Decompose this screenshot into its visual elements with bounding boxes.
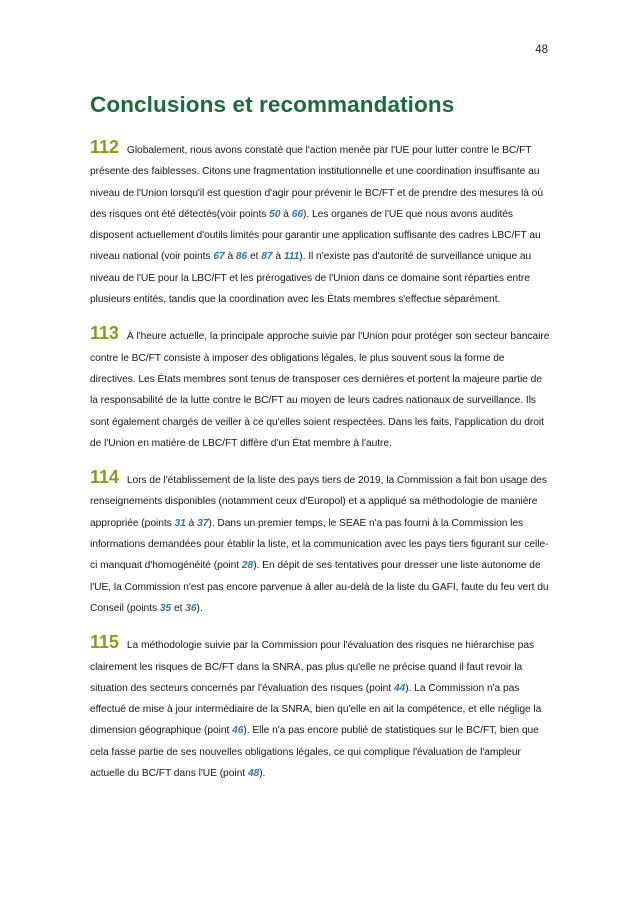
point-reference-link[interactable]: 50: [269, 208, 281, 220]
paragraph-number: 115: [90, 632, 119, 653]
point-reference-link[interactable]: 48: [247, 768, 260, 780]
paragraph-115: [90, 632, 552, 784]
point-reference-link[interactable]: 111: [283, 251, 300, 263]
point-reference-link[interactable]: 37: [197, 517, 209, 529]
paragraph-text: ). Les organes de l'UE que nous avons audités disposent actuellement d'outils limités pour garantir une application suffisante des cadres LBC/FT au niveau national (voir points: [90, 208, 541, 263]
paragraph-text: ). Dans un premier temps, le SEAE n'a pas fourni à la Commission les informations demandées pour établir la liste, et la communication avec les pays tiers figurant sur celle-ci manquait d'homogénéité (point: [90, 517, 549, 572]
point-reference-link[interactable]: 31: [174, 517, 186, 529]
page-number: 48: [535, 44, 548, 56]
paragraph-text: et: [247, 251, 262, 263]
paragraph-text: ). En dépit de ses tentatives pour dresser une liste autonome de l'UE, la Commission n'est pas encore parvenue à aller au-delà de la liste du GAFI, faute du feu vert du Conseil (points: [90, 560, 549, 614]
point-reference-link[interactable]: 44: [393, 682, 406, 694]
paragraph-text: ).: [259, 768, 266, 780]
point-reference-link[interactable]: 86: [235, 251, 248, 263]
paragraph-113: [90, 323, 552, 454]
paragraph-text: ).: [196, 602, 203, 614]
document-body: [90, 137, 552, 800]
point-reference-link[interactable]: 87: [261, 251, 273, 263]
paragraph-number: 114: [90, 467, 119, 488]
paragraph-text: Globalement, nous avons constaté que l'action menée par l'UE pour lutter contre le BC/FT présente des faiblesses. Citons une fragmentation institutionnelle et une coordination insuffisante au niveau de l'Union lorsqu'il est question d'agir pour prévenir le BC/FT et de prendre des mesures là où des risques ont été détectés(voir points: [90, 145, 543, 220]
paragraph-text: La méthodologie suivie par la Commission pour l'évaluation des risques ne hiérarchise pas clairement les risques de BC/FT dans la SNRA, pas plus qu'elle ne précise quand il faut revoir la situation des secteurs concernés par l'évaluation des risques (point: [90, 640, 535, 694]
paragraph-number: 112: [90, 137, 119, 157]
point-reference-link[interactable]: 46: [232, 725, 244, 737]
paragraph-112: [90, 137, 552, 310]
paragraph-text: à: [224, 251, 236, 263]
point-reference-link[interactable]: 67: [213, 251, 225, 263]
section-title: Conclusions et recommandations: [90, 92, 455, 117]
paragraph-text: et: [171, 602, 186, 614]
paragraph-text: Lors de l'établissement de la liste des pays tiers de 2019, la Commission a fait bon usage des renseignements disponibles (notamment ceux d'Europol) et a appliqué sa méthodologie de manière appropriée (points: [90, 475, 547, 529]
paragraph-text: à: [272, 251, 284, 263]
paragraph-text: ). Il n'existe pas d'autorité de surveillance unique au niveau de l'UE pour la LBC/FT et les prérogatives de l'Union dans ce domaine sont réparties entre plusieurs entités, tandis que la coordination avec les États membres s'effectue séparément.: [90, 251, 532, 306]
paragraph-text: ). La Commission n'a pas effectué de mise à jour intermédiaire de la SNRA, bien qu'elle en ait la compétence, et elle néglige la dimension géographique (point: [90, 682, 542, 737]
paragraph-text: à: [185, 517, 198, 529]
paragraph-text: ). Elle n'a pas encore publié de statistiques sur le BC/FT, bien que cela fasse partie de ses nouvelles obligations légales, ce qui complique l'évaluation de l'ampleur actuelle du BC/FT dans l'UE (point: [90, 725, 539, 780]
point-reference-link[interactable]: 66: [291, 208, 304, 220]
paragraph-114: [90, 467, 552, 619]
point-reference-link[interactable]: 35: [159, 602, 172, 614]
point-reference-link[interactable]: 36: [185, 602, 197, 614]
paragraph-text: À l'heure actuelle, la principale approche suivie par l'Union pour protéger son secteur bancaire contre le BC/FT consiste à imposer des obligations légales, le plus souvent sous la forme de directives. Les États membres sont tenus de transposer ces dernières et portent la majeure partie de la responsabilité de la lutte contre le BC/FT au moyen de leurs cadres nationaux de surveillance. Ils sont également chargés de veiller à ce qu'elles soient respectées. Dans les faits, l'application du droit de l'Union en matière de LBC/FT diffère d'un État membre à l'autre.: [90, 331, 550, 449]
paragraph-text: à: [280, 208, 292, 220]
paragraph-number: 113: [90, 323, 119, 344]
point-reference-link[interactable]: 28: [241, 560, 254, 572]
